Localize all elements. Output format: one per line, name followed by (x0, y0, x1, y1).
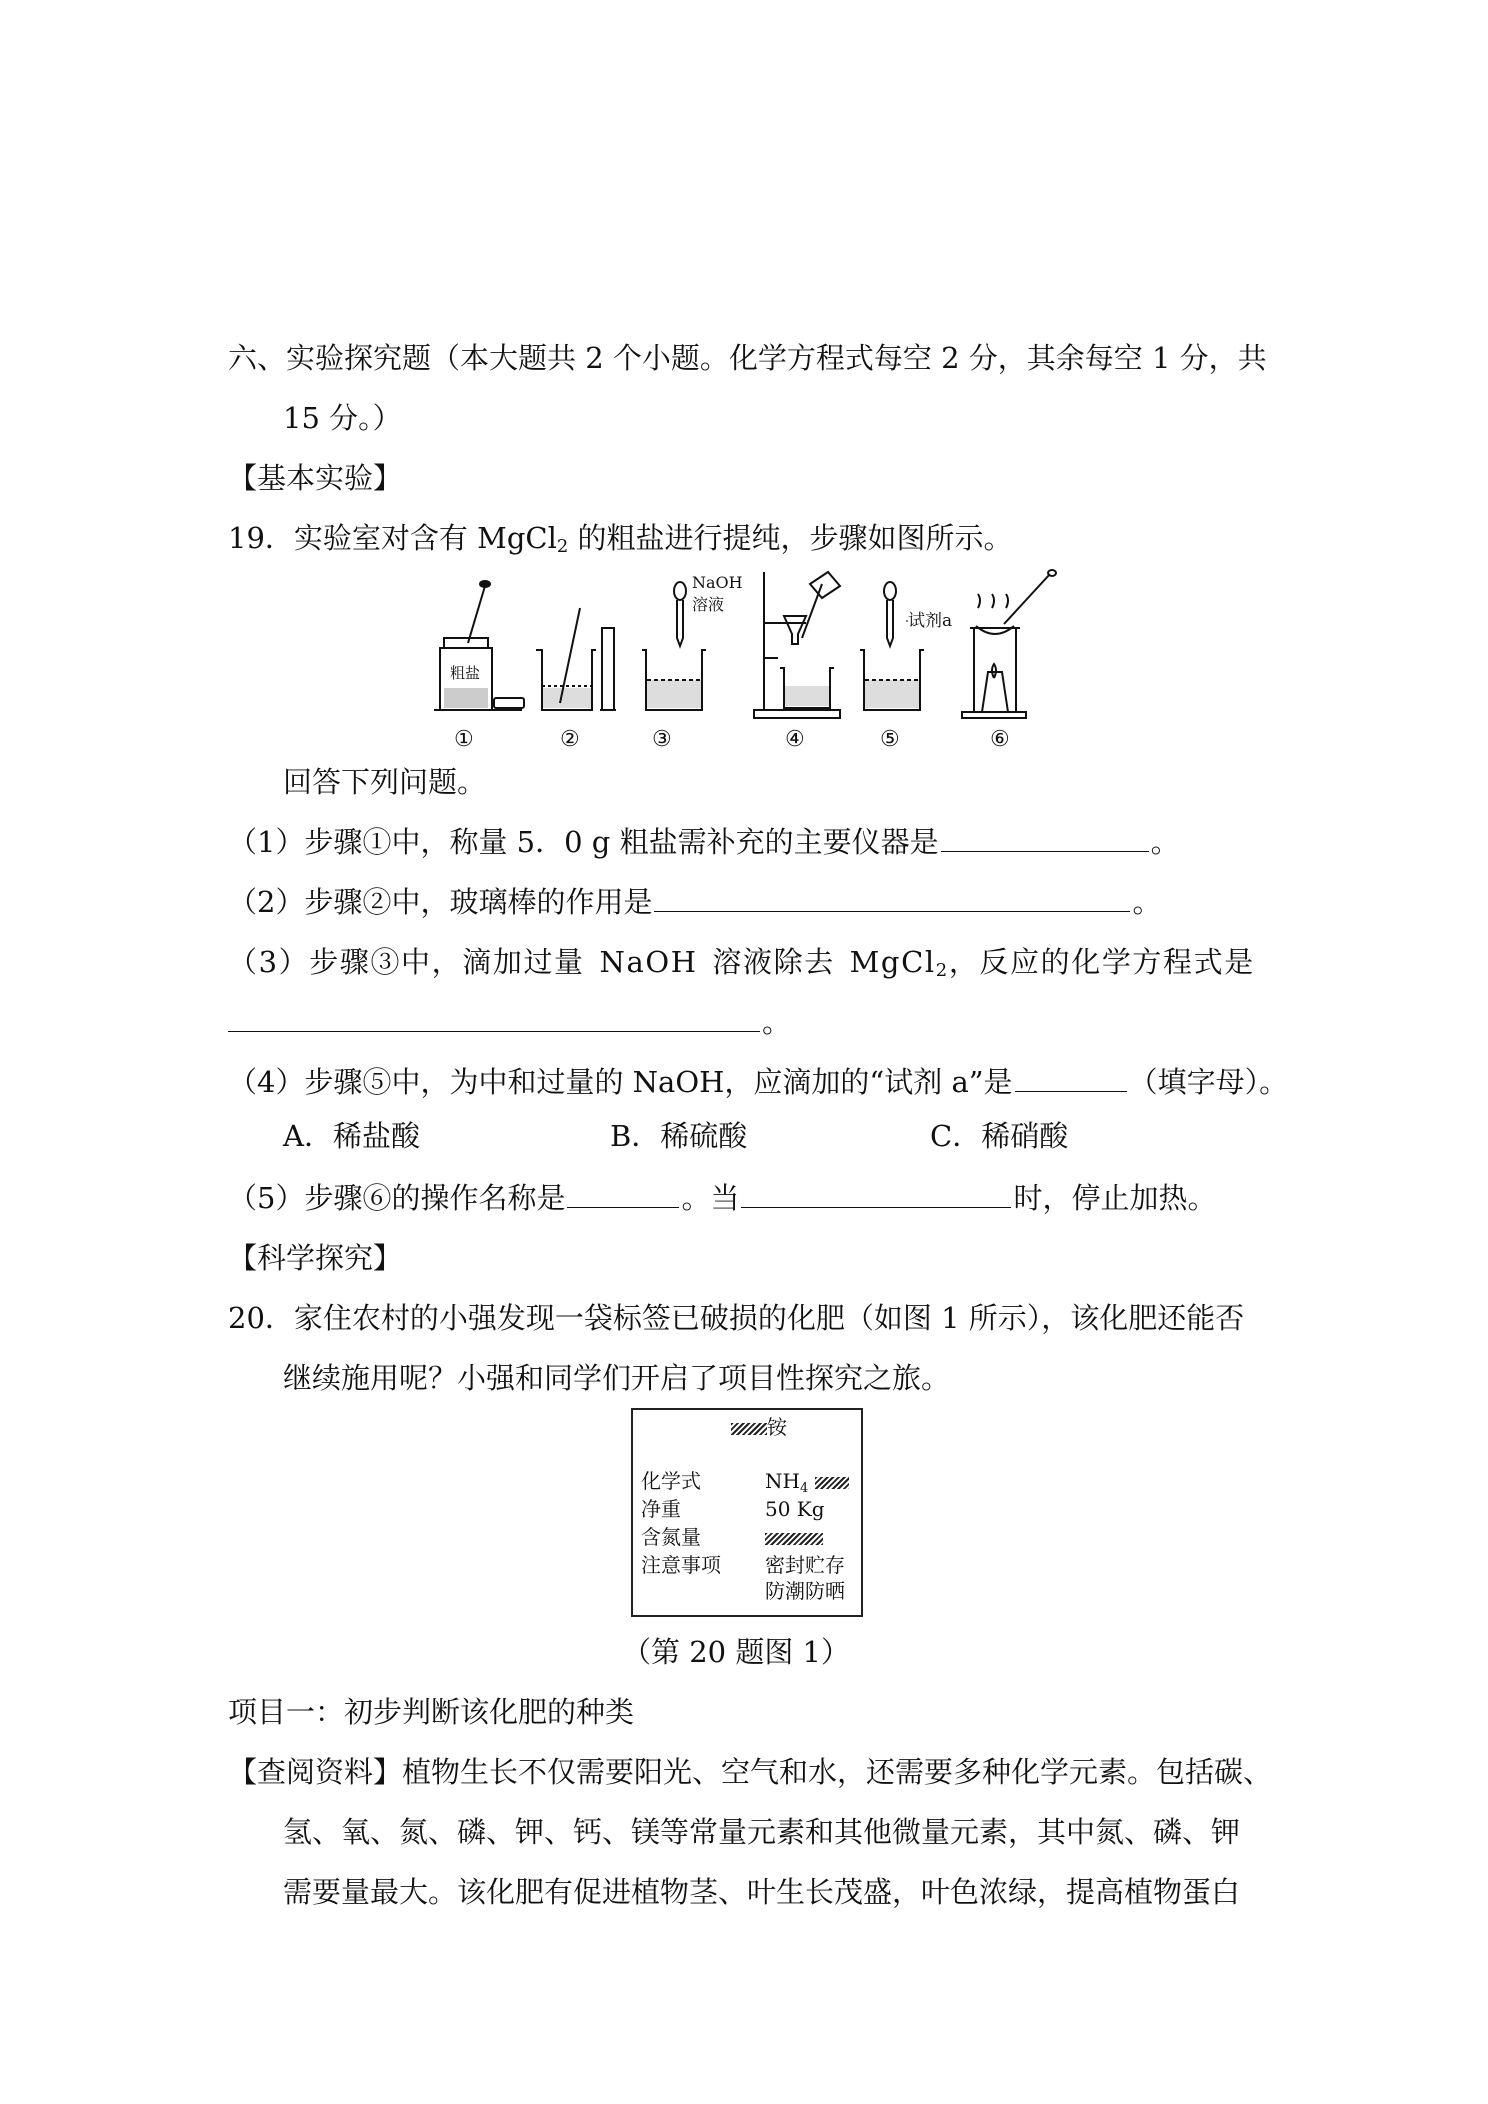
option-b: B．稀硫酸 (610, 1119, 748, 1153)
section-title-line1: 六、实验探究题（本大题共 2 个小题。化学方程式每空 2 分，其余每空 1 分，共 (228, 341, 1267, 375)
info-line2: 氢、氧、氮、磷、钾、钙、镁等常量元素和其他微量元素，其中氮、磷、钾 (283, 1815, 1241, 1849)
label-value: 50 Kg (765, 1497, 825, 1521)
naoh-label-1: NaOH (692, 573, 743, 592)
reagent-label: 试剂a (908, 611, 953, 631)
part2-header: 【科学探究】 (228, 1241, 403, 1275)
fertilizer-label (631, 1408, 863, 1617)
q19-sub3: （3）步骤③中，滴加过量 NaOH 溶液除去 MgCl$_2$，反应的化学方程式是 (228, 945, 1255, 981)
damaged-hatch-icon (731, 1423, 767, 1435)
q19-sub3-line2: 。 (228, 1004, 791, 1040)
label-value (765, 1524, 823, 1550)
section-title-line2: 15 分。） (283, 401, 402, 435)
step-number: ④ (785, 727, 805, 752)
answer-blank[interactable] (654, 885, 1130, 912)
answer-blank[interactable] (741, 1181, 1011, 1208)
label-value-extra: 防潮防晒 (765, 1579, 845, 1603)
step5-beaker-dropper-icon (860, 582, 924, 710)
q19-stem: 19．实验室对含有 MgCl$_2$ 的粗盐进行提纯，步骤如图所示。 (228, 521, 1013, 557)
label-key: 注意事项 (641, 1553, 721, 1577)
info-line1: 【查阅资料】植物生长不仅需要阳光、空气和水，还需要多种化学元素。包括碳、 (228, 1755, 1273, 1789)
step-number: ③ (652, 727, 672, 752)
step2-beaker-icon (536, 608, 616, 710)
purification-apparatus-figure (430, 568, 1080, 753)
damaged-hatch-icon (815, 1477, 849, 1489)
label-value: $NH_4$ (765, 1468, 849, 1494)
step6-evaporation-icon (962, 570, 1056, 718)
label-value: 密封贮存 (765, 1553, 845, 1577)
damaged-hatch-icon (765, 1533, 823, 1545)
jar-label: 粗盐 (450, 664, 481, 682)
figure-caption: （第 20 题图 1） (622, 1635, 851, 1669)
naoh-label-2: 溶液 (692, 595, 725, 614)
q19-sub2: （2）步骤②中，玻璃棒的作用是 。 (228, 885, 1162, 919)
option-a: A．稀盐酸 (283, 1119, 420, 1153)
label-key: 含氮量 (641, 1525, 701, 1549)
answer-blank[interactable] (1015, 1065, 1127, 1092)
label-key: 化学式 (641, 1469, 701, 1493)
step-number: ⑥ (990, 727, 1010, 752)
step4-filtration-icon (754, 572, 840, 718)
info-line3: 需要量最大。该化肥有促进植物茎、叶生长茂盛，叶色浓绿，提高植物蛋白 (283, 1875, 1241, 1909)
q20-stem-line2: 继续施用呢？小强和同学们开启了项目性探究之旅。 (283, 1361, 951, 1395)
q19-sub5: （5）步骤⑥的操作名称是 。当 时，停止加热。 (228, 1181, 1217, 1215)
step-number: ① (454, 727, 474, 752)
q19-sub4: （4）步骤⑤中，为中和过量的 NaOH，应滴加的“试剂 a”是 （填字母）。 (228, 1065, 1289, 1099)
q19-sub1: （1）步骤①中，称量 5．0 g 粗盐需补充的主要仪器是 。 (228, 825, 1180, 859)
label-title: 铵 (731, 1414, 787, 1440)
part1-header: 【基本实验】 (228, 461, 403, 495)
answer-blank[interactable] (567, 1181, 679, 1208)
answer-prompt: 回答下列问题。 (283, 765, 487, 799)
label-key: 净重 (641, 1497, 681, 1521)
project1-title: 项目一：初步判断该化肥的种类 (228, 1695, 635, 1729)
option-c: C．稀硝酸 (930, 1119, 1069, 1153)
step-number: ⑤ (880, 727, 900, 752)
answer-blank[interactable] (941, 825, 1149, 852)
answer-blank[interactable] (228, 1005, 760, 1032)
step-number: ② (560, 727, 580, 752)
step1-jar-icon (434, 581, 524, 710)
q20-stem-line1: 20．家住农村的小强发现一袋标签已破损的化肥（如图 1 所示），该化肥还能否 (228, 1301, 1245, 1335)
